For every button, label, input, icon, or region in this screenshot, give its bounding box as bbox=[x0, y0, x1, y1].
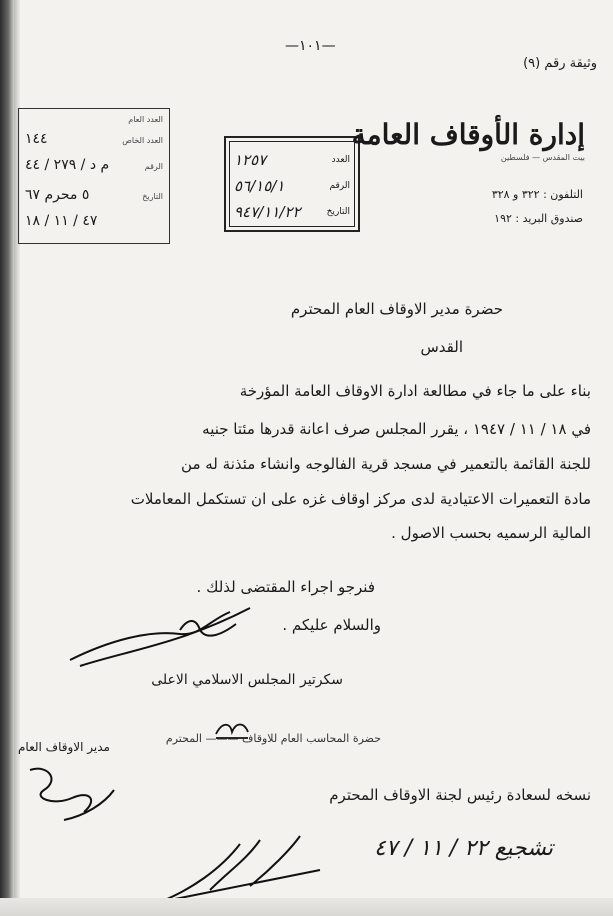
reference-value: ٥ محرم ٦٧ bbox=[25, 187, 90, 203]
reference-row bbox=[25, 131, 163, 147]
cc-director-label: مدير الاوقاف العام bbox=[18, 740, 110, 754]
secretary-signature bbox=[60, 600, 260, 680]
received-stamp bbox=[224, 136, 360, 232]
letterhead bbox=[352, 118, 585, 162]
reference-value: م د / ٢٧٩ / ٤٤ bbox=[25, 157, 110, 173]
stamp-row bbox=[234, 200, 350, 224]
salutation: حضرة مدير الاوقاف العام المحترم bbox=[290, 300, 503, 318]
reference-label: الرقم bbox=[144, 162, 163, 171]
closing-line: والسلام عليكم . bbox=[282, 616, 381, 634]
book-binding-shadow bbox=[0, 0, 14, 916]
body-line: في ١٨ / ١١ / ١٩٤٧ ، يقرر المجلس صرف اعانة قدرها مئتا جنيه bbox=[202, 420, 591, 438]
stamp-row bbox=[234, 174, 350, 198]
copy-recipient-line: نسخه لسعادة رئيس لجنة الاوقاف المحترم bbox=[329, 786, 591, 804]
reference-label: التاريخ bbox=[142, 192, 163, 201]
document-number: وثيقة رقم (٩) bbox=[523, 56, 597, 71]
initials-mark bbox=[212, 718, 252, 742]
reference-row bbox=[25, 115, 163, 124]
stamp-row bbox=[234, 148, 350, 172]
stamp-value: ٩٤٧/١١/٢٢ bbox=[234, 203, 301, 221]
org-name: إدارة الأوقاف العامة bbox=[351, 118, 585, 151]
handwritten-date-note: تشجيع ٢٢ / ١١ / ٤٧ bbox=[373, 836, 553, 861]
reference-row bbox=[25, 213, 163, 229]
director-signature bbox=[24, 760, 120, 824]
scan-bottom-edge bbox=[0, 898, 613, 916]
reference-label: العدد الخاص bbox=[122, 136, 163, 145]
cc-accountant-line: حضرة المحاسب العام للاوقاف ——— المحترم bbox=[165, 732, 381, 745]
reference-row bbox=[25, 157, 163, 173]
page-number: —١٠١— bbox=[285, 38, 336, 54]
body-line: للجنة القائمة بالتعمير في مسجد قرية الفالوجه وانشاء مئذنة له من bbox=[181, 455, 591, 473]
reference-value: ٤٧ / ١١ / ١٨ bbox=[25, 213, 98, 229]
stamp-label: الرقم bbox=[329, 181, 350, 191]
closing-line: فنرجو اجراء المقتضى لذلك . bbox=[196, 578, 375, 596]
city: القدس bbox=[420, 338, 463, 356]
stamp-label: العدد bbox=[331, 155, 350, 165]
reference-box bbox=[18, 108, 170, 244]
stamp-value: ١٢٥٧ bbox=[234, 151, 267, 169]
received-stamp-inner bbox=[229, 141, 355, 227]
org-pobox: صندوق البريد : ١٩٢ bbox=[494, 212, 583, 225]
reference-row bbox=[25, 187, 163, 203]
body-line: بناء على ما جاء في مطالعة ادارة الاوقاف العامة المؤرخة bbox=[239, 382, 591, 400]
body-line: مادة التعميرات الاعتيادية لدى مركز اوقاف غزه على ان تستكمل المعاملات bbox=[130, 490, 591, 508]
stamp-value: ٥٦/١٥/١ bbox=[234, 177, 285, 195]
secretary-title: سكرتير المجلس الاسلامي الاعلى bbox=[151, 672, 343, 688]
body-line: المالية الرسميه بحسب الاصول . bbox=[391, 524, 591, 542]
stamp-label: التاريخ bbox=[326, 207, 350, 217]
reference-label: العدد العام bbox=[128, 115, 163, 124]
reference-value: ١٤٤ bbox=[25, 131, 48, 147]
org-subtitle: بيت المقدس — فلسطين bbox=[500, 153, 585, 162]
org-phone: التلفون : ٣٢٢ و ٣٢٨ bbox=[491, 188, 583, 201]
